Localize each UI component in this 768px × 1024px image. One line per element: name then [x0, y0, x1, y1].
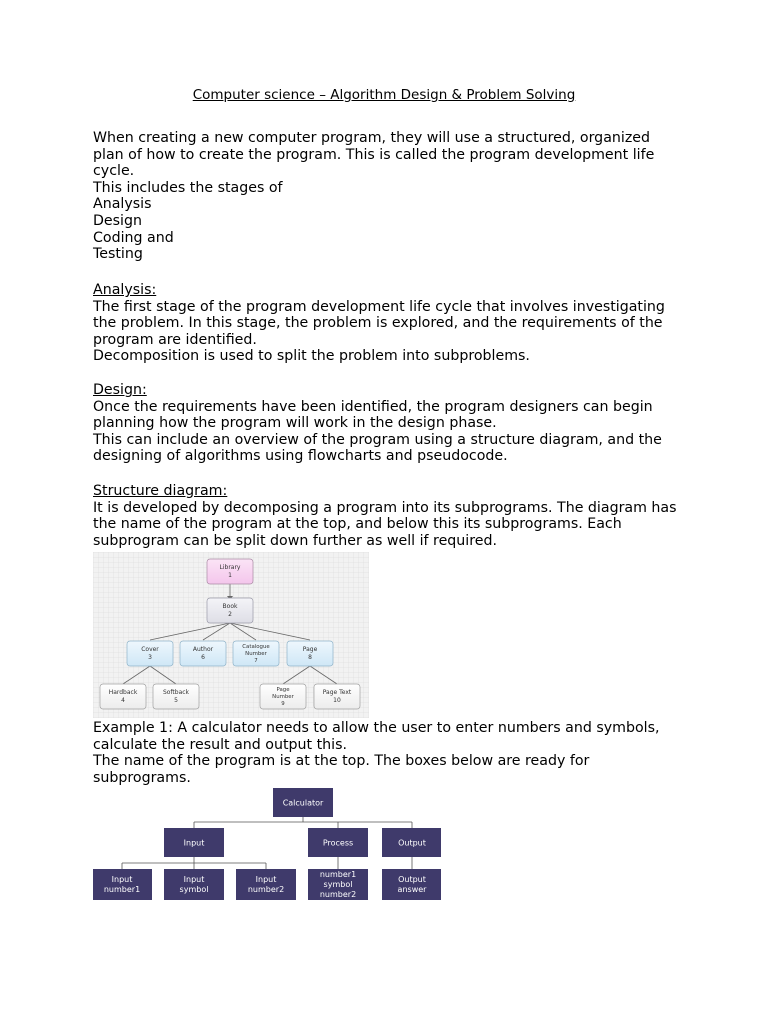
svg-text:Cover: Cover	[141, 646, 159, 653]
svg-text:Softback: Softback	[162, 689, 190, 696]
node-catalogue-number	[233, 641, 279, 666]
example-subprograms-text: The name of the program is at the top. The boxes below are ready for subprograms.	[93, 753, 590, 786]
svg-text:3: 3	[148, 654, 152, 661]
calculator-structure-diagram	[93, 787, 443, 902]
calc-node-output-answer	[382, 869, 441, 900]
node-book	[207, 598, 253, 623]
stage-coding: Coding and	[93, 229, 174, 246]
design-overview-text: This can include an overview of the program using a structure diagram, and the designing of algorithms using flowcharts and pseudocode.	[93, 431, 662, 465]
svg-text:Page: Page	[302, 646, 318, 653]
node-softback	[153, 684, 199, 709]
analysis-text: The first stage of the program development life cycle that involves investigating the problem. In this stage, the problem is explored, and the requirements of the program are identified.	[93, 298, 665, 348]
svg-text:Hardback: Hardback	[108, 689, 138, 696]
page-title: Computer science – Algorithm Design & Problem Solving	[192, 87, 576, 103]
example-text: Example 1: A calculator needs to allow the user to enter numbers and symbols, calculate the result and output this.	[93, 720, 660, 753]
svg-text:Input: Input	[183, 875, 205, 884]
svg-text:8: 8	[308, 654, 312, 661]
design-section	[93, 382, 683, 465]
calc-node-output	[382, 828, 441, 857]
svg-text:number1: number1	[319, 870, 357, 879]
calc-node-input-number2	[236, 869, 296, 900]
svg-text:Input: Input	[183, 838, 205, 848]
svg-text:number2: number2	[247, 885, 285, 894]
svg-text:symbol: symbol	[323, 880, 353, 889]
node-cover	[127, 641, 173, 666]
stage-testing: Testing	[93, 246, 143, 263]
analysis-decomposition-text: Decomposition is used to split the problem into subproblems.	[93, 348, 530, 365]
node-page-number	[260, 684, 306, 709]
svg-text:Output: Output	[398, 838, 426, 848]
svg-text:Process: Process	[322, 838, 354, 848]
intro-section	[93, 130, 683, 263]
svg-text:number1: number1	[103, 885, 141, 894]
svg-text:4: 4	[121, 697, 125, 704]
node-author	[180, 641, 226, 666]
svg-text:Page Text: Page Text	[322, 689, 352, 696]
analysis-section	[93, 282, 683, 365]
analysis-heading: Analysis:	[93, 282, 157, 298]
node-hardback	[100, 684, 146, 709]
svg-text:Input: Input	[111, 875, 133, 884]
example-section	[93, 720, 683, 786]
structure-section	[93, 483, 683, 549]
svg-text:1: 1	[228, 572, 232, 579]
svg-text:Library: Library	[219, 564, 241, 571]
structure-text: It is developed by decomposing a program into its subprograms. The diagram has the name of the program at the top, and below this its subprograms. Each subprogram can be split down further as well if required.	[93, 499, 677, 549]
svg-text:9: 9	[281, 701, 285, 707]
structure-heading: Structure diagram:	[93, 483, 228, 499]
design-text: Once the requirements have been identified, the program designers can begin planning how the program will work in the design phase.	[93, 398, 653, 432]
svg-text:number2: number2	[319, 890, 357, 899]
svg-text:Catalogue: Catalogue	[242, 644, 270, 650]
calc-node-calculator	[273, 788, 333, 817]
svg-text:Author: Author	[192, 646, 214, 653]
svg-text:5: 5	[174, 697, 178, 704]
node-page	[287, 641, 333, 666]
svg-text:7: 7	[254, 658, 258, 664]
intro-text: When creating a new computer program, they will use a structured, organized plan of how to create the program. This is called the program development life cycle.	[93, 130, 655, 180]
calc-node-input-symbol	[164, 869, 224, 900]
svg-text:Calculator: Calculator	[282, 798, 324, 808]
svg-text:6: 6	[201, 654, 205, 661]
svg-text:Input: Input	[255, 875, 277, 884]
svg-text:Book: Book	[222, 603, 238, 610]
stage-analysis: Analysis	[93, 196, 152, 213]
svg-text:Number: Number	[272, 694, 294, 700]
svg-text:Output: Output	[398, 875, 426, 884]
node-page-text	[314, 684, 360, 709]
stage-design: Design	[93, 212, 142, 229]
design-heading: Design:	[93, 382, 147, 398]
svg-text:Number: Number	[245, 651, 267, 657]
svg-text:Page: Page	[276, 687, 290, 693]
svg-text:answer: answer	[397, 885, 427, 894]
library-structure-diagram	[93, 552, 369, 718]
svg-text:10: 10	[333, 697, 341, 704]
svg-text:2: 2	[228, 611, 232, 618]
calc-node-process	[308, 828, 368, 857]
calc-node-process-detail	[308, 869, 368, 900]
calc-node-input-number1	[93, 869, 152, 900]
svg-text:symbol: symbol	[179, 885, 209, 894]
intro-stages-text: This includes the stages of	[93, 179, 283, 196]
calc-node-input	[164, 828, 224, 857]
node-library	[207, 559, 253, 584]
